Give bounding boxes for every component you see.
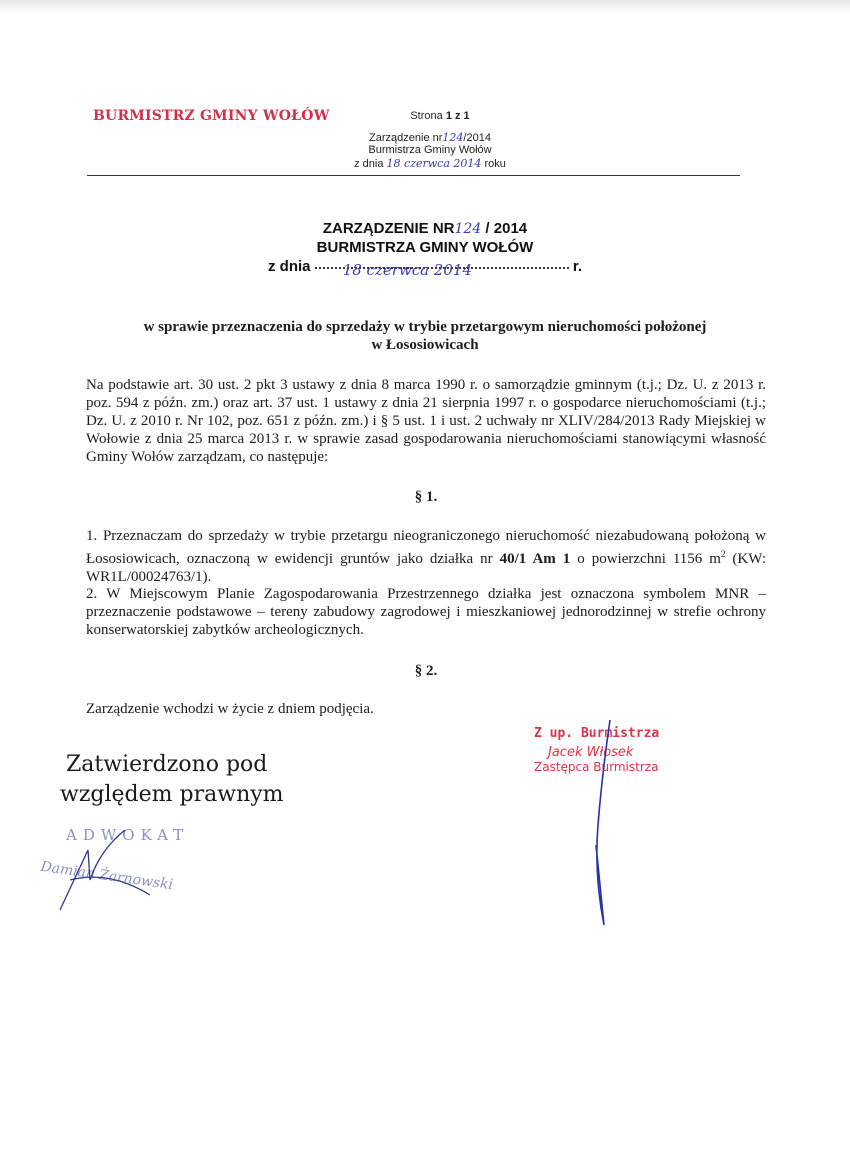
title-hand-number: 124 (454, 221, 482, 237)
section2-heading: § 2. (414, 663, 438, 679)
title-date-dots (315, 261, 569, 279)
parcel-number: 40/1 Am 1 (499, 551, 571, 567)
signature-role: Zastępca Burmistrza (534, 760, 659, 774)
date-suffix: roku (484, 158, 506, 170)
header-page-info (370, 110, 510, 122)
header-date (320, 157, 540, 170)
lawyer-signature (30, 810, 190, 920)
point1-text-c: (KW: WR1L/00024763/1). (86, 551, 767, 585)
ref-suffix: /2014 (463, 132, 491, 144)
date-hand: 18 czerwca 2014 (386, 157, 482, 170)
point1-text-a: 1. Przeznaczam do sprzedaży w trybie przetargu nieograniczonego nieruchomość niezabudowaną położoną w Łososiowicach, oznaczoną w ewidencji gruntów jako działka nr (86, 528, 766, 567)
date-prefix: z dnia (354, 158, 384, 170)
area-unit-sup: 2 (720, 549, 726, 559)
header-stamp: BURMISTRZ GMINY WOŁÓW (93, 108, 330, 124)
lawyer-stamp-title: ADWOKAT (66, 826, 190, 844)
ref-prefix: Zarządzenie nr (369, 132, 443, 144)
subject (86, 318, 764, 354)
header-authority: Burmistrza Gminy Wołów (368, 144, 492, 156)
ref-hand-number: 124 (442, 131, 464, 144)
section2-text: Zarządzenie wchodzi w życie z dniem podjęcia. (86, 701, 374, 717)
point1-text-b: o powierzchni 1156 m (570, 551, 721, 567)
section1-point1 (86, 527, 766, 586)
section1-heading: § 1. (414, 489, 438, 505)
title-date-hand: 18 czerwca 2014 (342, 261, 473, 279)
title-line2: BURMISTRZA GMINY WOŁÓW (316, 239, 534, 256)
mayor-signature (570, 715, 630, 935)
title-prefix: ZARZĄDZENIE NR (322, 220, 455, 237)
preamble: Na podstawie art. 30 ust. 2 pkt 3 ustawy z dnia 8 marca 1990 r. o samorządzie gminnym (t.j.; Dz. U. z 2013 r. poz. 594 z późn. zm.) oraz art. 37 ust. 1 ustawy z dnia 21 sierpnia 1997 r. o gospodarce nieruchomościami (t.j.; Dz. U. z 2010 r. Nr 102, poz. 651 z późn. zm.) i § 5 ust. 1 i ust. 2 uchwały nr XLIV/284/2013 Rady Miejskiej w Wołowie z dnia 25 marca 2013 r. w sprawie zasad gospodarowania nieruchomościami stanowiącymi własność Gminy Wołów zarządzam, co następuje: (86, 377, 766, 465)
signature-line1: Z up. Burmistrza (534, 726, 660, 741)
title-date-prefix: z dnia (268, 258, 311, 275)
approval-stamp (60, 750, 284, 810)
signature-name: Jacek Włosek (548, 745, 634, 760)
title-date-suffix: r. (572, 258, 583, 275)
page-number: 1 z 1 (445, 110, 470, 122)
approval-line2: względem prawnym (60, 782, 284, 807)
title-suffix: / 2014 (485, 220, 528, 237)
page-label: Strona (410, 110, 443, 122)
lawyer-stamp-name: Damian Żarnowski (39, 858, 174, 894)
approval-line1: Zatwierdzono pod (66, 752, 268, 777)
header-rule (87, 175, 740, 176)
section1-point2: 2. W Miejscowym Planie Zagospodarowania Przestrzennego działka jest oznaczona symbolem MNR – przeznaczenie podstawowe – tereny zabudowy zagrodowej i mieszkaniowej jednorodzinnej w strefie ochrony konserwatorskiej zabytków archeologicznych. (86, 586, 766, 638)
header-ref (350, 131, 510, 144)
subject-line2: w Łososiowicach (371, 337, 479, 353)
scan-edge (0, 0, 850, 14)
title-line3 (268, 258, 608, 279)
subject-line1: w sprawie przeznaczenia do sprzedaży w trybie przetargowym nieruchomości położonej (143, 319, 707, 335)
title-line1 (250, 220, 600, 237)
